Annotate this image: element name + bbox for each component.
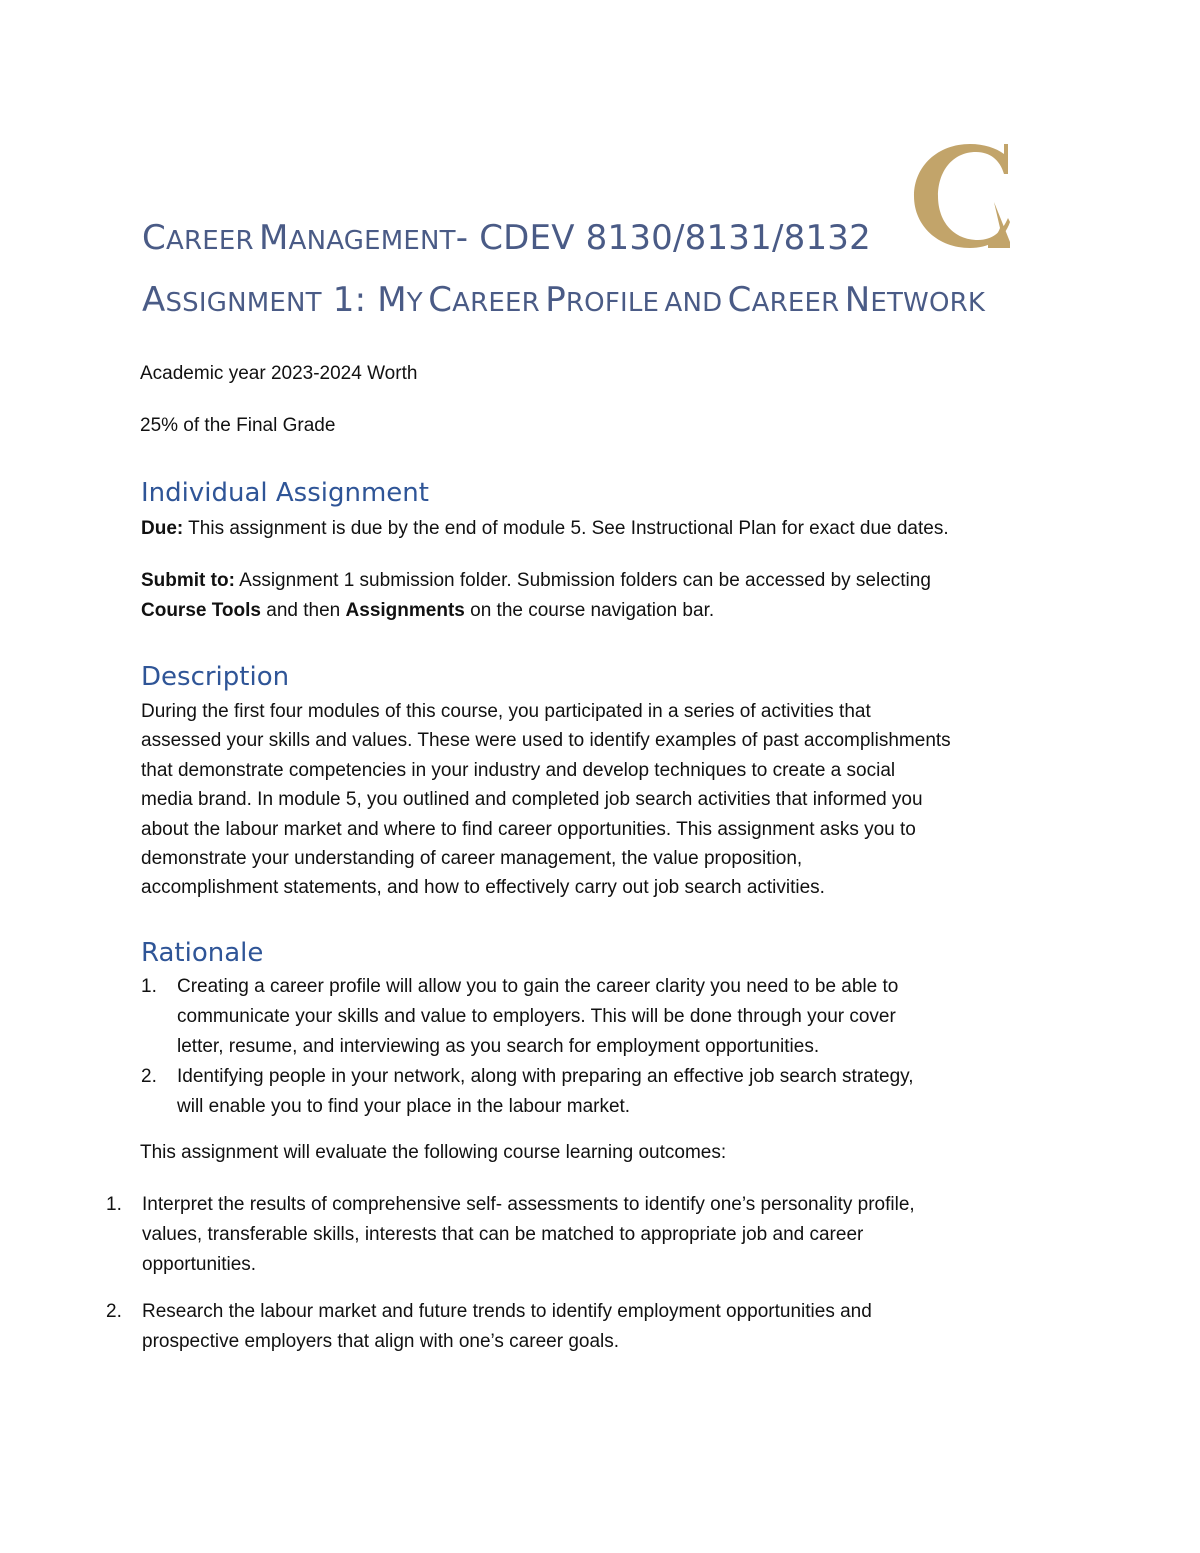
description-line: demonstrate your understanding of career management, the value proposition, [141,848,803,870]
list-item: 1. Interpret the results of comprehensive self- assessments to identify one’s personality profile, values, transferable skills, interests that can be matched to appropriate job and career opportunities. [106,1194,915,1275]
assignments-label: Assignments [345,600,465,621]
submit-statement: Submit to: Assignment 1 submission folder. Submission folders can be accessed by selecting Course Tools and then Assignments on the course navigation bar. [141,570,931,621]
description-line: accomplishment statements, and how to effectively carry out job search activities. [141,877,825,899]
rationale-heading: Rationale [141,938,264,968]
description-line: assessed your skills and values. These were used to identify examples of past accomplishments [141,730,951,752]
course-tools-label: Course Tools [141,600,261,621]
individual-assignment-heading: Individual Assignment [141,478,429,508]
evaluate-intro: This assignment will evaluate the following course learning outcomes: [140,1142,727,1163]
description-line: about the labour market and where to find career opportunities. This assignment asks you to [141,818,916,840]
submit-label: Submit to: [141,570,235,591]
course-title: CAREER MANAGEMENT- CDEV 8130/8131/8132 [142,218,871,258]
due-text: This assignment is due by the end of module 5. See Instructional Plan for exact due dates. [183,518,949,539]
rationale-list [141,972,1041,1122]
list-item: 1. Creating a career profile will allow you to gain the career clarity you need to be able to communicate your skills and value to employers. This will be done through your cover letter, resume, and interviewing as you search for employment opportunities. [141,976,899,1057]
c-logo-icon [908,142,1010,250]
due-statement [141,514,1071,544]
list-item: 2. Research the labour market and future trends to identify employment opportunities and prospective employers that align with one’s career goals. [106,1301,872,1352]
academic-year: Academic year 2023-2024 Worth [140,363,418,384]
list-item: 2. Identifying people in your network, along with preparing an effective job search strategy, will enable you to find your place in the labour market. [141,1066,914,1117]
description-line: media brand. In module 5, you outlined and completed job search activities that informed you [141,789,923,811]
due-label: Due: [141,518,184,539]
description-line: that demonstrate competencies in your industry and develop techniques to create a social [141,759,896,781]
assignment-title: ASSIGNMENT 1: MY CAREER PROFILE AND CAREER NETWORK [142,280,986,320]
description-line: During the first four modules of this course, you participated in a series of activities that [141,701,871,722]
learning-outcomes-list [106,1190,1056,1374]
description-text [141,697,1071,903]
description-heading: Description [141,662,290,692]
grade-weight: 25% of the Final Grade [140,415,336,436]
